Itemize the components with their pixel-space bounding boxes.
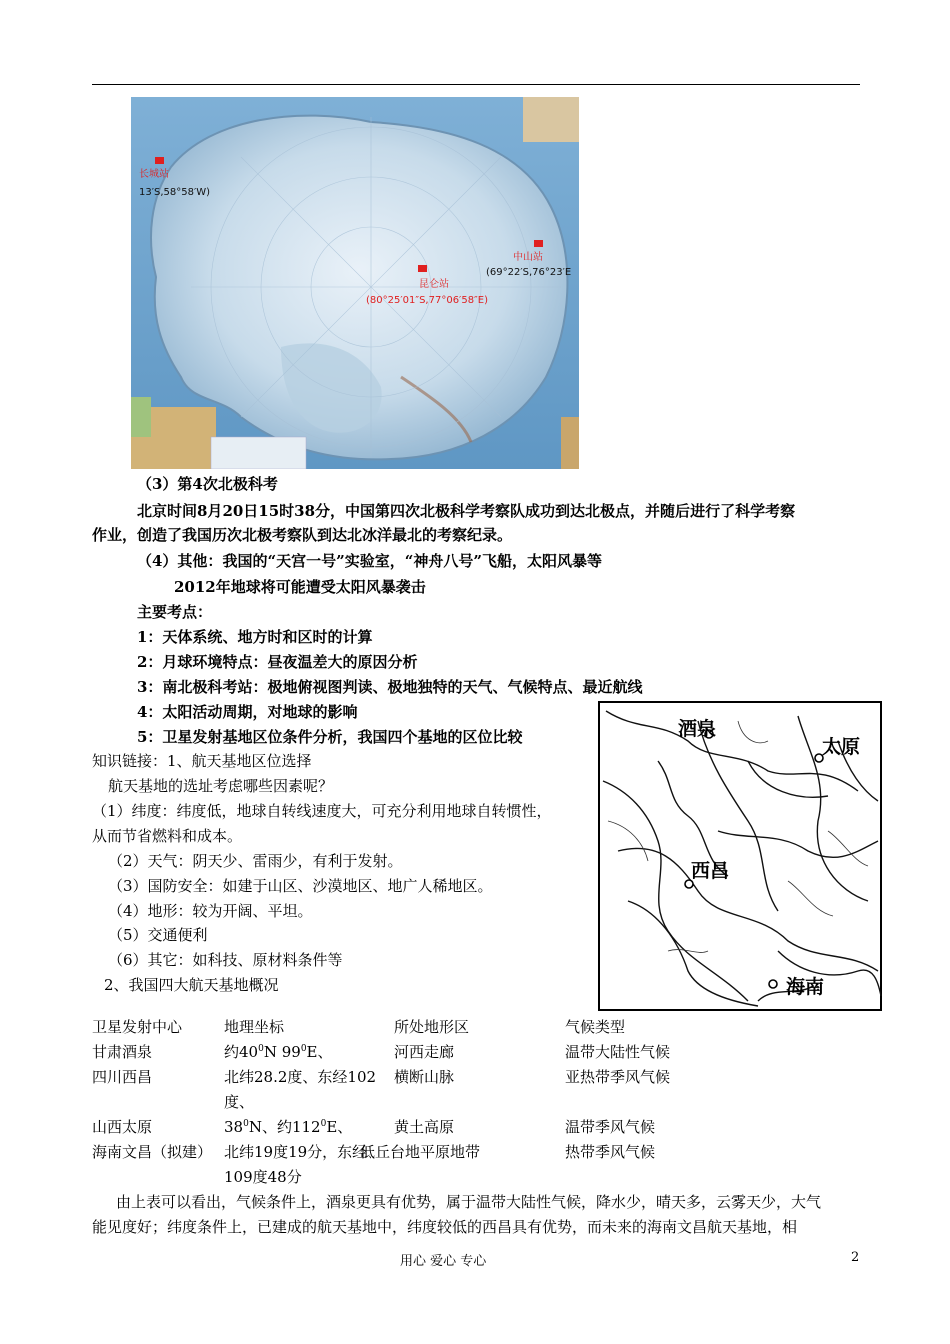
kunlun-station-label: 昆仑站	[419, 279, 449, 290]
table-row-coord-cont: 度、	[224, 1093, 255, 1111]
factor-weather: （2）天气：阴天少、雷雨少，有利于发射。	[108, 852, 403, 870]
kunlun-coords: (80°25′01″S,77°06′58″E)	[366, 295, 489, 306]
key-point-item: 2：月球环境特点：昼夜温差大的原因分析	[137, 653, 418, 671]
table-row-center: 海南文昌（拟建）	[92, 1143, 213, 1161]
factor-terrain: （4）地形：较为开阔、平坦。	[108, 902, 313, 920]
table-row-coord: $38^0N$、约$112^0E$、	[224, 1118, 353, 1136]
section3-para-line1: 北京时间8月20日15时38分，中国第四次北极科学考察队成功到达北极点，并随后进行了科学考察	[137, 502, 796, 520]
table-row-coord-cont: 109度48分	[224, 1168, 302, 1186]
table-header-climate: 气候类型	[565, 1018, 626, 1036]
map-label-xichang: 西昌	[691, 860, 730, 882]
header-rule	[92, 84, 860, 85]
key-points-title: 主要考点：	[137, 603, 213, 621]
table-row-coord: 北纬19度19分，东经	[224, 1143, 368, 1161]
table-row-climate: 亚热带季风气候	[565, 1068, 671, 1086]
section4-heading: （4）其他：我国的“天宫一号”实验室，“神舟八号”飞船，太阳风暴等	[137, 552, 602, 570]
knowledge-question: 航天基地的选址考虑哪些因素呢？	[108, 777, 334, 795]
key-point-item: 4：太阳活动周期，对地球的影响	[137, 703, 358, 721]
table-row-center: 山西太原	[92, 1118, 153, 1136]
table-row-coord: 约$40^0N$ $99^0E$、	[224, 1043, 333, 1061]
factor-latitude-line2: 从而节省燃料和成本。	[92, 827, 243, 845]
table-row-center: 四川西昌	[92, 1068, 153, 1086]
overview-heading: 2、我国四大航天基地概况	[104, 976, 279, 994]
table-row-climate: 温带大陆性气候	[565, 1043, 671, 1061]
map-label-hainan: 海南	[786, 976, 825, 998]
section3-heading: （3）第4次北极科考	[137, 475, 278, 493]
key-point-item: 5：卫星发射基地区位条件分析，我国四个基地的区位比较	[137, 728, 523, 746]
table-row-terrain: 黄土高原	[394, 1118, 455, 1136]
great-wall-coords: 13′S,58°58′W)	[139, 187, 211, 198]
factor-other: （6）其它：如科技、原材料条件等	[108, 951, 343, 969]
key-point-item: 1：天体系统、地方时和区时的计算	[137, 628, 373, 646]
table-header-coord: 地理坐标	[224, 1018, 285, 1036]
great-wall-station-label: 长城站	[139, 169, 169, 180]
table-row-coord: 北纬28.2度、东经102	[224, 1068, 377, 1086]
table-row-terrain: 河西走廊	[394, 1043, 455, 1061]
table-header-center: 卫星发射中心	[92, 1018, 183, 1036]
conclusion-line1: 由上表可以看出，气候条件上，酒泉更具有优势，属于温带大陆性气候，降水少，晴天多，云雾天少，大气	[116, 1193, 822, 1211]
table-row-climate: 热带季风气候	[565, 1143, 656, 1161]
china-launch-sites-map	[598, 701, 882, 1011]
zhongshan-station-label: 中山站	[513, 252, 543, 263]
map-label-taiyuan: 太原	[822, 736, 861, 758]
footer-motto: 用心 爱心 专心	[400, 1254, 487, 1269]
factor-latitude-line1: （1）纬度：纬度低，地球自转线速度大，可充分利用地球自转惯性，	[92, 802, 552, 820]
table-row-center: 甘肃酒泉	[92, 1043, 153, 1061]
knowledge-link: 知识链接：1、航天基地区位选择	[92, 752, 312, 770]
factor-defense: （3）国防安全：如建于山区、沙漠地区、地广人稀地区。	[108, 877, 493, 895]
map-label-jiuquan: 酒泉	[678, 718, 717, 740]
table-row-terrain: 低丘台地平原地带	[360, 1143, 481, 1161]
section4-sub: 2012年地球将可能遭受太阳风暴袭击	[174, 578, 426, 596]
conclusion-line2: 能见度好；纬度条件上，已建成的航天基地中，纬度较低的西昌具有优势，而未来的海南文昌航天基地，相	[92, 1218, 798, 1236]
page-number: 2	[851, 1250, 860, 1265]
antarctica-map	[131, 97, 579, 469]
table-row-terrain: 横断山脉	[394, 1068, 455, 1086]
table-header-terrain: 所处地形区	[394, 1018, 470, 1036]
section3-para-line2: 作业，创造了我国历次北极考察队到达北冰洋最北的考察纪录。	[92, 526, 513, 544]
zhongshan-coords: (69°22′S,76°23′E	[486, 267, 572, 278]
key-point-item: 3：南北极科考站：极地俯视图判读、极地独特的天气、气候特点、最近航线	[137, 678, 643, 696]
table-row-climate: 温带季风气候	[565, 1118, 656, 1136]
factor-transport: （5）交通便利	[108, 926, 208, 944]
